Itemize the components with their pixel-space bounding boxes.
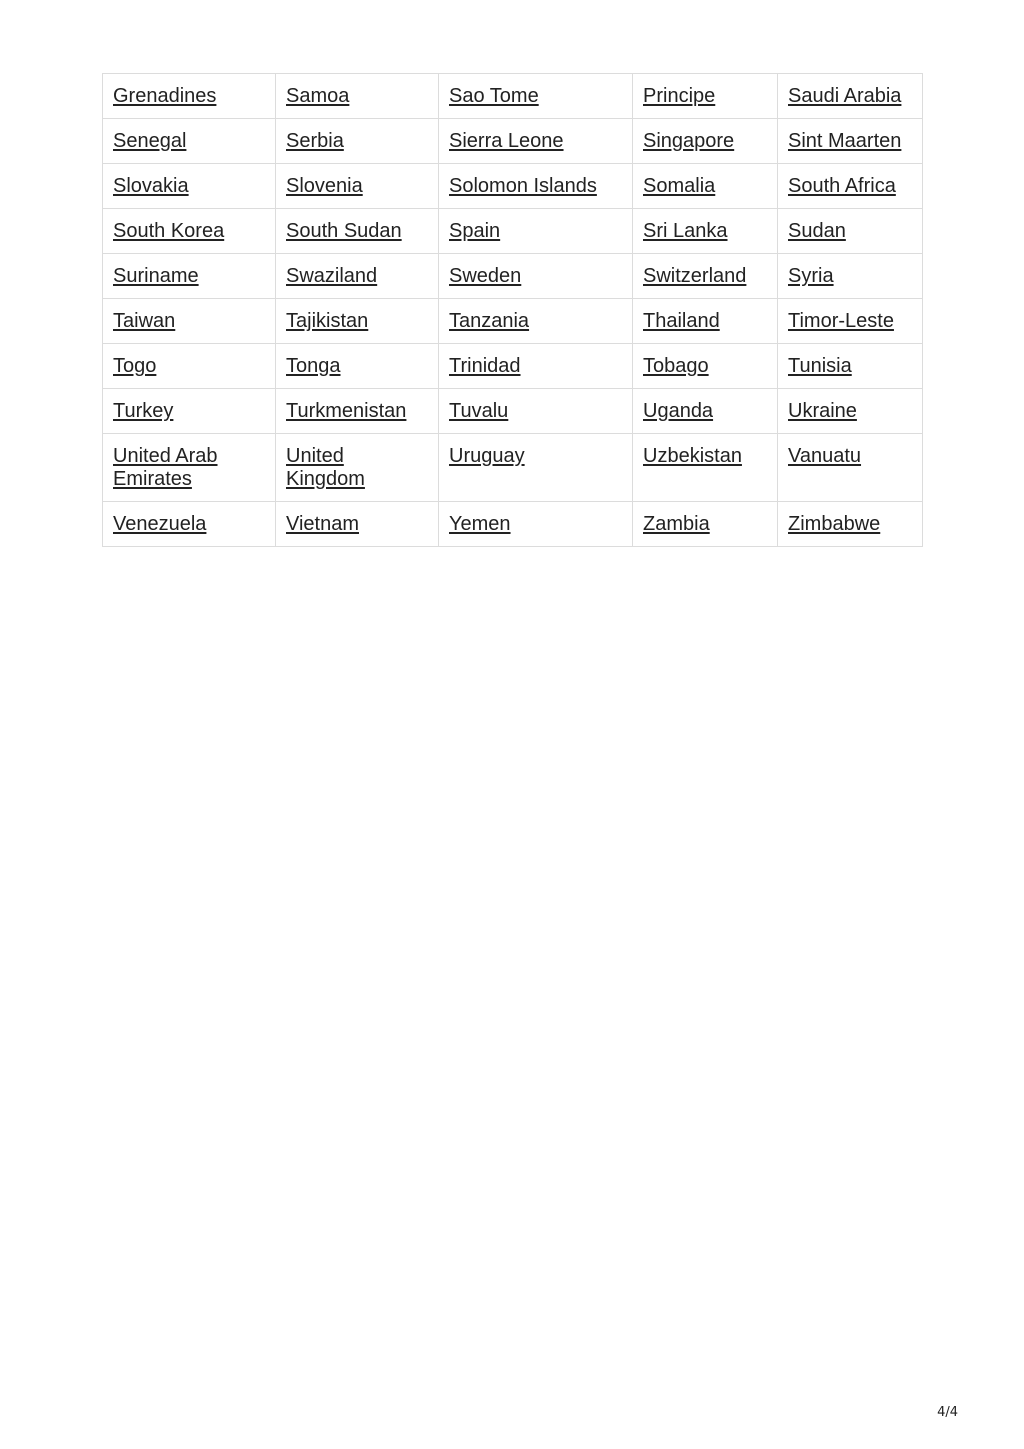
country-link[interactable]: Principe bbox=[643, 85, 716, 107]
country-link[interactable]: Taiwan bbox=[113, 310, 176, 332]
country-link[interactable]: Switzerland bbox=[643, 265, 747, 287]
country-link[interactable]: Ukraine bbox=[788, 400, 857, 422]
table-cell bbox=[276, 164, 439, 209]
country-link[interactable]: Sweden bbox=[449, 265, 522, 287]
country-link[interactable]: Sint Maarten bbox=[788, 130, 902, 152]
table-cell bbox=[778, 434, 923, 502]
table-cell bbox=[103, 299, 276, 344]
country-link[interactable]: Swaziland bbox=[286, 265, 378, 287]
country-link[interactable]: Sri Lanka bbox=[643, 220, 728, 242]
table-cell bbox=[778, 389, 923, 434]
country-link[interactable]: Zambia bbox=[643, 513, 710, 535]
country-link[interactable]: Tanzania bbox=[449, 310, 530, 332]
table-cell bbox=[103, 344, 276, 389]
country-link[interactable]: Saudi Arabia bbox=[788, 85, 902, 107]
country-link[interactable]: Sao Tome bbox=[449, 85, 539, 107]
country-link[interactable]: Turkey bbox=[113, 400, 174, 422]
table-row bbox=[103, 119, 923, 164]
country-link[interactable]: Suriname bbox=[113, 265, 199, 287]
country-links-table bbox=[102, 73, 923, 547]
country-link[interactable]: Tajikistan bbox=[286, 310, 369, 332]
table-cell bbox=[276, 74, 439, 119]
table-cell bbox=[633, 254, 778, 299]
country-link[interactable]: Thailand bbox=[643, 310, 720, 332]
table-cell bbox=[439, 119, 633, 164]
table-cell bbox=[439, 254, 633, 299]
table-cell bbox=[778, 254, 923, 299]
table-row bbox=[103, 164, 923, 209]
table-cell bbox=[103, 209, 276, 254]
table-cell bbox=[103, 74, 276, 119]
table-cell bbox=[778, 209, 923, 254]
table-row bbox=[103, 254, 923, 299]
table-cell bbox=[103, 434, 276, 502]
country-link[interactable]: Spain bbox=[449, 220, 501, 242]
table-cell bbox=[103, 164, 276, 209]
table-cell bbox=[778, 164, 923, 209]
country-link[interactable]: Senegal bbox=[113, 130, 187, 152]
table-cell bbox=[276, 254, 439, 299]
table-cell bbox=[276, 502, 439, 547]
table-row bbox=[103, 74, 923, 119]
country-link[interactable]: United Arab Emirates bbox=[113, 445, 218, 490]
table-row bbox=[103, 209, 923, 254]
country-link[interactable]: South Sudan bbox=[286, 220, 402, 242]
table-cell bbox=[439, 344, 633, 389]
country-link[interactable]: Uruguay bbox=[449, 445, 525, 467]
table-cell bbox=[276, 209, 439, 254]
country-link[interactable]: Uzbekistan bbox=[643, 445, 742, 467]
table-cell bbox=[633, 389, 778, 434]
table-cell bbox=[276, 389, 439, 434]
table-cell bbox=[778, 344, 923, 389]
table-cell bbox=[276, 344, 439, 389]
country-link[interactable]: Zimbabwe bbox=[788, 513, 881, 535]
country-link[interactable]: Timor-Leste bbox=[788, 310, 894, 332]
table-cell bbox=[439, 389, 633, 434]
table-cell bbox=[633, 164, 778, 209]
table-cell bbox=[778, 119, 923, 164]
country-link[interactable]: Tunisia bbox=[788, 355, 852, 377]
country-link[interactable]: Sudan bbox=[788, 220, 846, 242]
country-link[interactable]: Slovenia bbox=[286, 175, 363, 197]
country-link[interactable]: South Africa bbox=[788, 175, 896, 197]
table-cell bbox=[439, 164, 633, 209]
country-link[interactable]: South Korea bbox=[113, 220, 225, 242]
country-link[interactable]: Yemen bbox=[449, 513, 511, 535]
table-row bbox=[103, 299, 923, 344]
country-link[interactable]: Vanuatu bbox=[788, 445, 862, 467]
country-link[interactable]: Venezuela bbox=[113, 513, 207, 535]
country-link[interactable]: Togo bbox=[113, 355, 157, 377]
table-cell bbox=[439, 299, 633, 344]
table-cell bbox=[633, 209, 778, 254]
table-cell bbox=[103, 119, 276, 164]
table-cell bbox=[103, 389, 276, 434]
table-cell bbox=[633, 502, 778, 547]
country-link[interactable]: Somalia bbox=[643, 175, 716, 197]
table-cell bbox=[633, 299, 778, 344]
country-link[interactable]: Turkmenistan bbox=[286, 400, 407, 422]
page-number: 4/4 bbox=[937, 1405, 958, 1420]
table-cell bbox=[439, 209, 633, 254]
table-cell bbox=[439, 434, 633, 502]
country-link[interactable]: Syria bbox=[788, 265, 834, 287]
table-cell bbox=[276, 299, 439, 344]
country-link[interactable]: Grenadines bbox=[113, 85, 217, 107]
country-link[interactable]: Solomon Islands bbox=[449, 175, 597, 197]
table-cell bbox=[633, 344, 778, 389]
country-link[interactable]: Tobago bbox=[643, 355, 709, 377]
table-cell bbox=[633, 119, 778, 164]
table-cell bbox=[633, 434, 778, 502]
country-link[interactable]: United Kingdom bbox=[286, 445, 365, 490]
table-row bbox=[103, 434, 923, 502]
country-link[interactable]: Slovakia bbox=[113, 175, 189, 197]
country-link[interactable]: Uganda bbox=[643, 400, 714, 422]
table-cell bbox=[778, 502, 923, 547]
country-link[interactable]: Serbia bbox=[286, 130, 344, 152]
table-cell bbox=[439, 502, 633, 547]
table-row bbox=[103, 344, 923, 389]
table-cell bbox=[778, 74, 923, 119]
country-link[interactable]: Vietnam bbox=[286, 513, 360, 535]
table-cell bbox=[276, 119, 439, 164]
table-row bbox=[103, 502, 923, 547]
country-link[interactable]: Trinidad bbox=[449, 355, 521, 377]
table-cell bbox=[276, 434, 439, 502]
table-row bbox=[103, 389, 923, 434]
country-link[interactable]: Singapore bbox=[643, 130, 735, 152]
table-cell bbox=[103, 254, 276, 299]
country-link[interactable]: Samoa bbox=[286, 85, 350, 107]
table-cell bbox=[778, 299, 923, 344]
country-link[interactable]: Tonga bbox=[286, 355, 341, 377]
table-cell bbox=[439, 74, 633, 119]
table-cell bbox=[103, 502, 276, 547]
country-link[interactable]: Sierra Leone bbox=[449, 130, 564, 152]
country-link[interactable]: Tuvalu bbox=[449, 400, 509, 422]
table-cell bbox=[633, 74, 778, 119]
